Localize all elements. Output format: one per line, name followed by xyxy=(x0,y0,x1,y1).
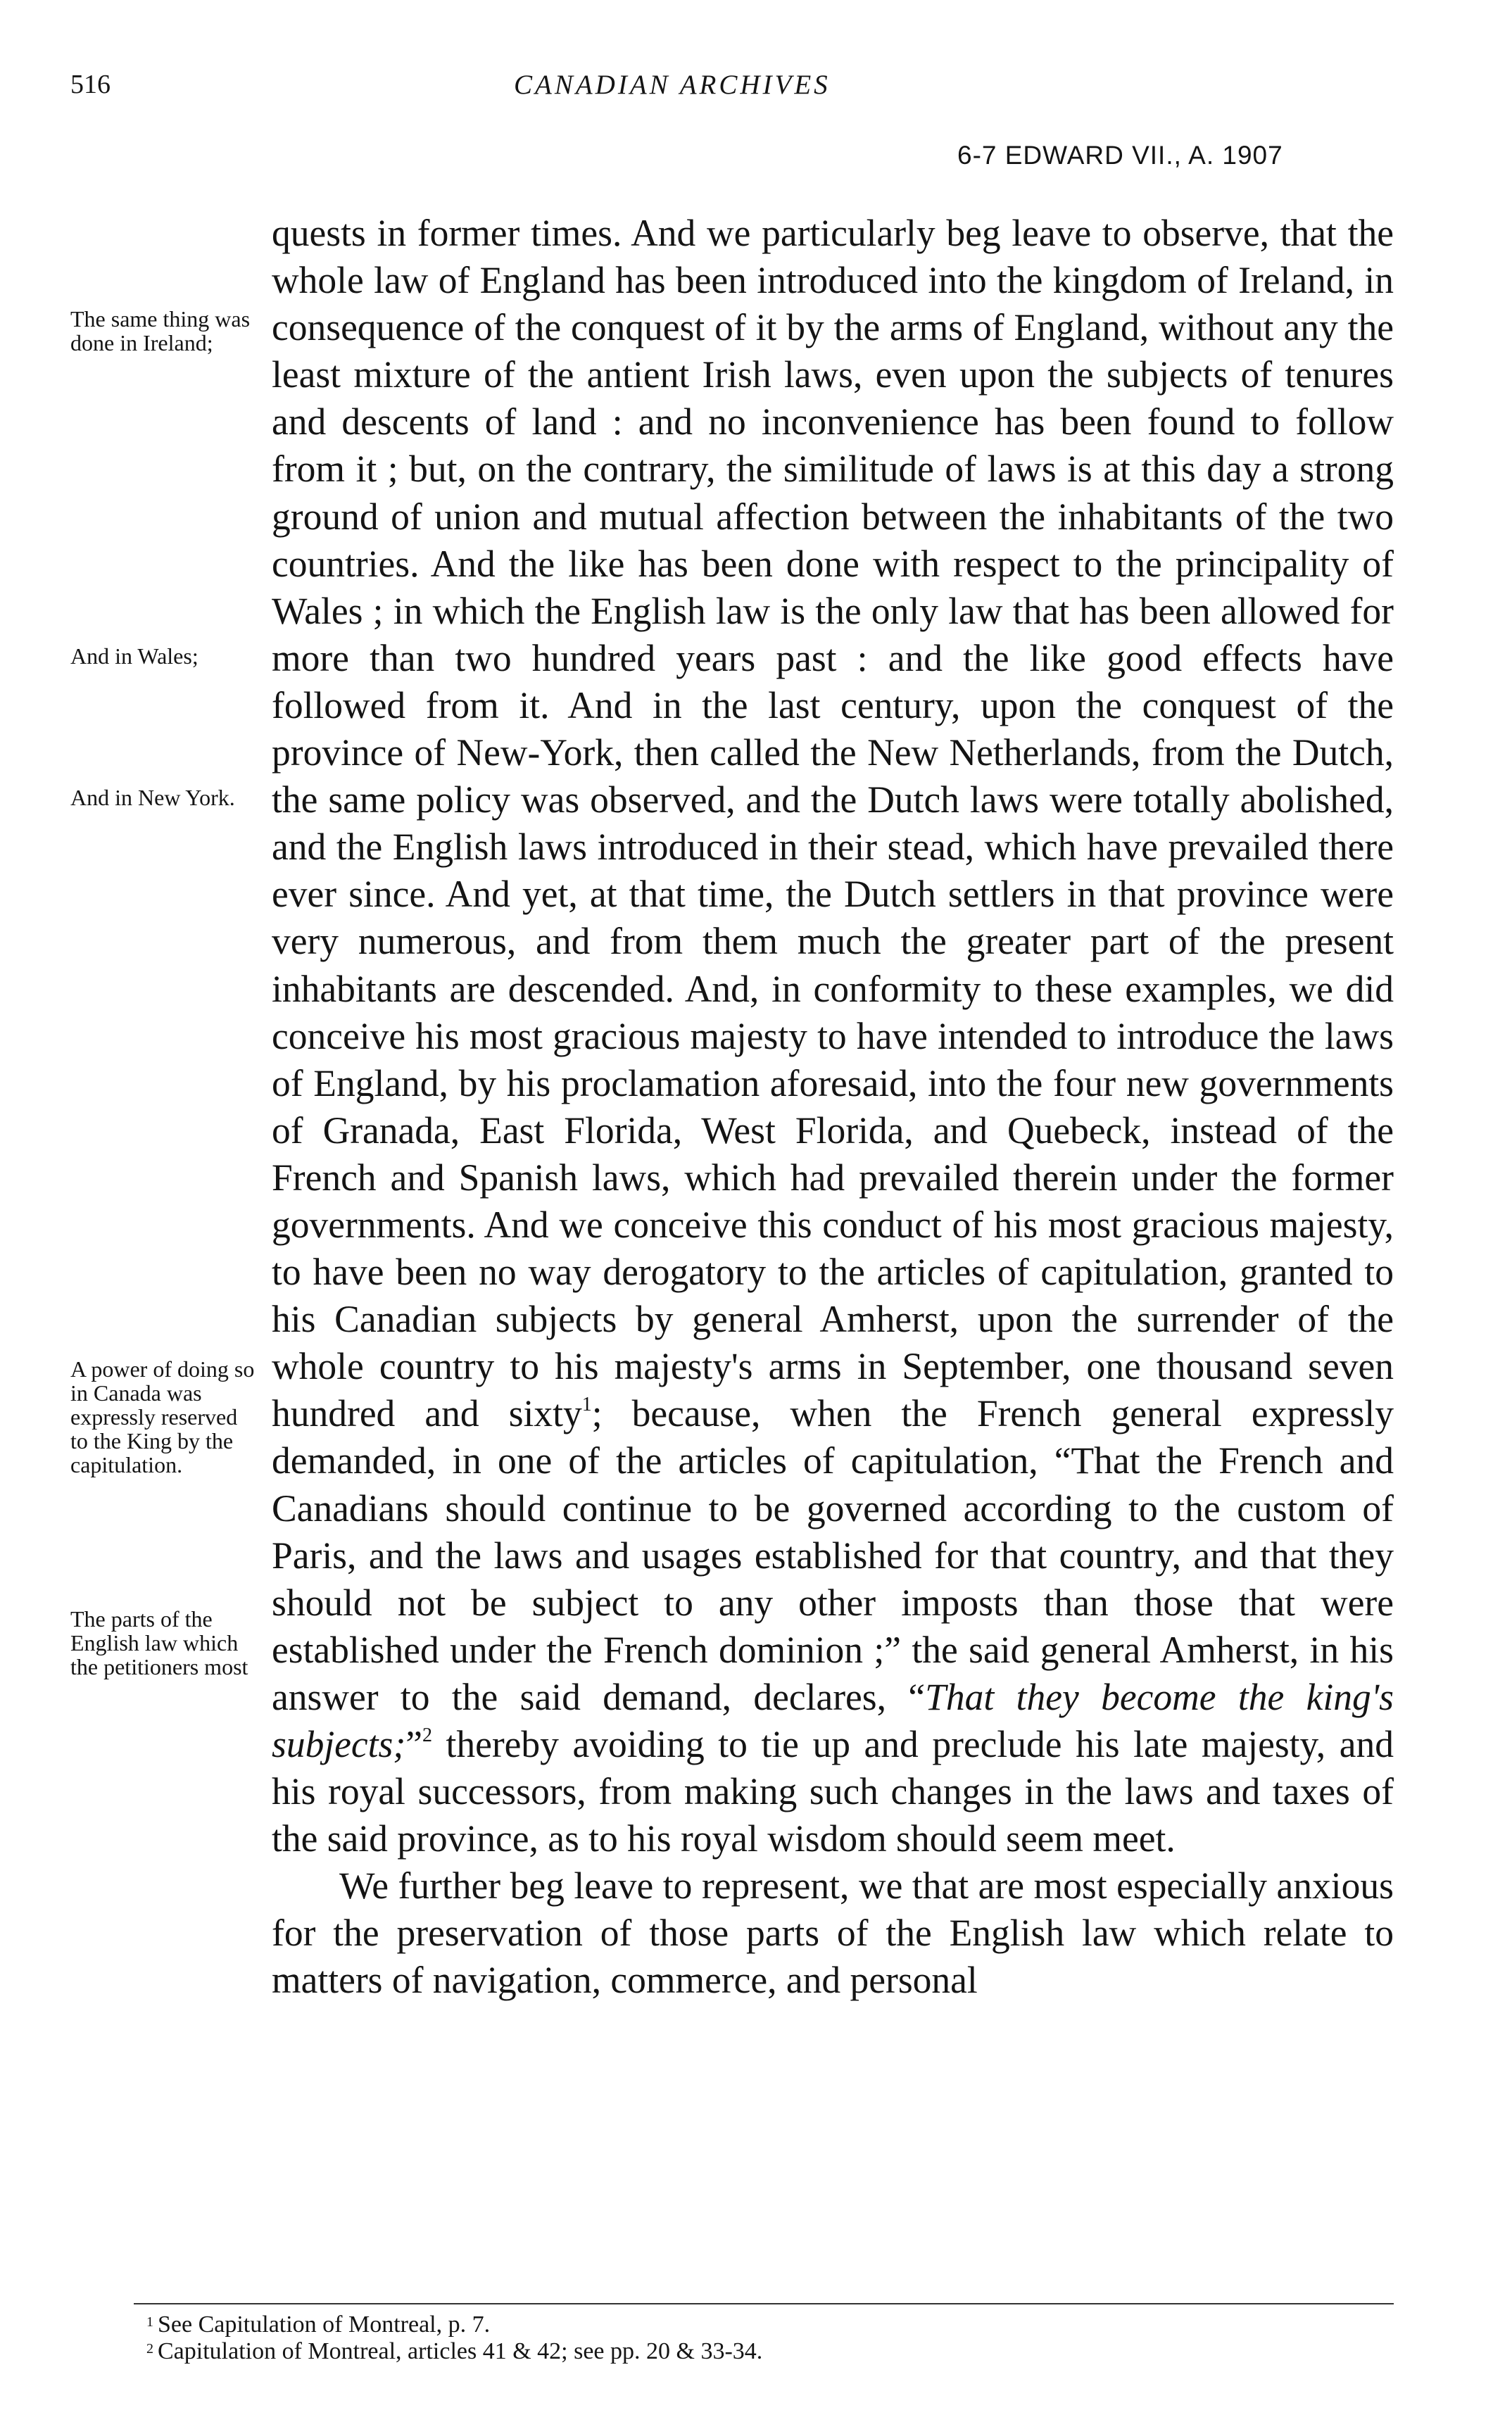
paragraph-1-part-d: thereby avoiding to tie up and preclude his late majesty, and his royal successors, from making such changes in the laws and taxes of the said province, as to his royal wisdom should seem meet. xyxy=(272,1723,1394,1860)
margin-note-capitulation: A power of doing so in Canada was expressly reserved to the King by the capitulation. xyxy=(70,1356,255,1477)
paragraph-1-part-a: quests in former times. And we particularly beg leave to observe, that the whole law of England has been introduced into the kingdom of Ireland, in consequence of the conquest of it by the arms of England, without any the least mixture of the antient Irish laws, even upon the subjects of tenures and descents of land : and no inconvenience has been found to follow from it ; but, on the contrary, the similitude of laws is at this day a strong ground of union and mutual affection between the inhabitants of the two countries. And the like has been done with respect to the principality of Wales ; in which the English law is the only law that has been allowed for more than two hundred years past : and the like good effects have followed from it. And in the last century, upon the conquest of the province of New-York, then called the New Netherlands, from the Dutch, the same policy was observed, and the Dutch laws were totally abolished, and the English laws introduced in their stead, which have prevailed there ever since. And yet, at that time, the Dutch settlers in that province were very numerous, and from them much the greater part of the present inhabitants are descended. And, in conformity to these examples, we did conceive his most gracious majesty to have intended to introduce the laws of England, by his proclamation aforesaid, into the four new governments of Granada, East Florida, West Florida, and Quebeck, instead of the French and Spanish laws, which had prevailed therein under the former governments. And we conceive this conduct of his most gracious majesty, to have been no way derogatory to the articles of capitulation, granted to his Canadian subjects by general Amherst, upon the surrender of the whole country to his majesty's arms in September, one thousand seven hundred and sixty xyxy=(272,212,1394,1435)
amherst-quote: That they become the king's subjects; xyxy=(272,1675,1394,1765)
footnote-text-2: Capitulation of Montreal, articles 41 & 42; see pp. 20 & 33-34. xyxy=(158,2338,763,2364)
paragraph-1 xyxy=(272,210,1394,1862)
paragraph-2: We further beg leave to represent, we that are most especially anxious for the preservation of those parts of the English law which relate to matters of navigation, commerce, and personal xyxy=(272,1865,1394,2002)
paragraph-1-part-c: ” xyxy=(405,1723,422,1765)
session-label: 6-7 EDWARD VII., A. 1907 xyxy=(957,141,1283,170)
footnote-mark-2: 2 xyxy=(146,2341,153,2357)
margin-note-wales: And in Wales; xyxy=(70,643,199,669)
footnote-1 xyxy=(146,2311,1385,2338)
margin-note-english-law: The parts of the English law which the petitioners most xyxy=(70,1606,248,1679)
page-number: 516 xyxy=(70,70,111,99)
margin-note-new-york: And in New York. xyxy=(70,785,235,810)
footnote-text-1: See Capitulation of Montreal, p. 7. xyxy=(158,2311,491,2338)
paragraph-1-part-b: ; because, when the French general expressly demanded, in one of the articles of capitulation, “That the French and Canadians should continue to be governed according to the custom of Paris, and the laws and usages established for that country, and that they should not be subject to any other imposts than those that were established under the French dominion ;” the said general Amherst, in his answer to the said demand, declares, “ xyxy=(272,1392,1394,1718)
footnote-ref-2: 2 xyxy=(422,1724,432,1746)
footnote-ref-1: 1 xyxy=(581,1394,592,1416)
footnote-mark-1: 1 xyxy=(146,2314,153,2330)
running-title: CANADIAN ARCHIVES xyxy=(514,70,831,100)
footnote-divider xyxy=(134,2303,1394,2304)
body-text xyxy=(272,210,1394,2005)
footnotes xyxy=(146,2311,1385,2365)
margin-note-ireland: The same thing was done in Ireland; xyxy=(70,306,251,355)
footnote-2 xyxy=(146,2338,1385,2365)
